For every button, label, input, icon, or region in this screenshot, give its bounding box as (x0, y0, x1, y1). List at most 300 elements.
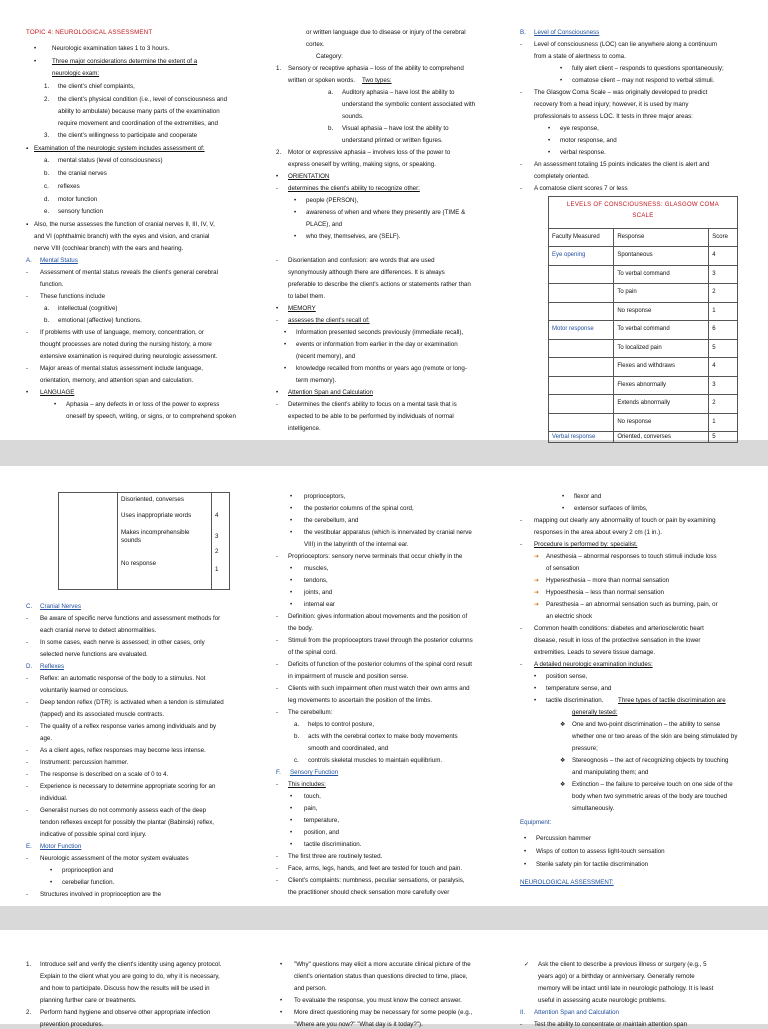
text-line: temperature sense, and (546, 685, 612, 692)
text-line: express oneself by writing, making signs, or speaking. (288, 161, 436, 168)
bullet-dot: • (294, 209, 297, 216)
section-letter: F. (276, 769, 281, 776)
text-line: (recent memory), and (296, 353, 356, 360)
text-line: Auditory aphasia – have lost the ability to (342, 89, 455, 96)
bullet-dot: • (524, 861, 527, 868)
bullet-dot: • (560, 65, 563, 72)
gcs-faculty-cell (549, 284, 614, 302)
text-line: One and two-point discrimination – the ability to sense (572, 721, 721, 728)
text-line: A comatose client scores 7 or less (534, 185, 628, 192)
text-line: planning further care or treatments. (40, 997, 137, 1004)
bullet-dot: • (548, 137, 551, 144)
gcs-table-row (548, 340, 738, 359)
check-icon: ✓ (524, 961, 530, 968)
text-line: from a state of alertness to coma. (534, 53, 626, 60)
dash-marker: - (26, 759, 29, 766)
bullet-dot: • (290, 493, 293, 500)
text-line: verbal response. (560, 149, 606, 156)
gcs-response-cell: To verbal command (614, 321, 709, 339)
gcs-response-cell: Oriented, converses (614, 432, 709, 442)
subsection-heading: ORIENTATION (288, 173, 330, 180)
dash-marker: - (276, 661, 279, 668)
text-line: Category: (316, 53, 343, 60)
table-cell: Uses inappropriate words (121, 512, 192, 519)
dash-marker: - (26, 269, 29, 276)
list-number: 1. (44, 83, 50, 90)
text-line: "Why" questions may elicit a more accurate clinical picture of the (294, 961, 471, 968)
dash-marker: - (520, 161, 523, 168)
dash-marker: - (26, 675, 29, 682)
text-line: "Where are you now?" "What day is it today?"). (294, 1021, 423, 1028)
table-cell: 3 2 (215, 533, 219, 555)
diamond-bullet-icon: ❖ (560, 721, 566, 728)
bullet-dot: • (290, 817, 293, 824)
dash-marker: - (276, 401, 279, 408)
text-line: Disorientation and confusion: are words that are used (288, 257, 435, 264)
arrow-bullet-icon: ➜ (534, 577, 540, 584)
section-heading: Attention Span and Calculation (534, 1009, 619, 1016)
text-line: PLACE), and (306, 221, 343, 228)
bullet-dot: • (290, 601, 293, 608)
text-line: each cranial nerve to detect abnormalities. (40, 627, 157, 634)
text-line: term memory). (296, 377, 337, 384)
bullet-dot: • (294, 197, 297, 204)
text-line: generally tested: (572, 709, 618, 716)
section-heading: Cranial Nerves (40, 603, 81, 610)
list-letter: b. (44, 170, 50, 177)
list-letter: d. (44, 196, 50, 203)
text-line: recovery from a head injury; however, it is used by many (534, 101, 689, 108)
text-line: voluntarily learned or conscious. (40, 687, 129, 694)
gcs-response-cell: No response (614, 414, 709, 432)
text-line: Visual aphasia – have lost the ability to (342, 125, 449, 132)
text-line: extremities. Leads to severe tissue damage. (534, 649, 656, 656)
diamond-bullet-icon: ❖ (560, 781, 566, 788)
dash-marker: - (276, 685, 279, 692)
gcs-score-cell: 3 (712, 270, 716, 277)
gcs-table-row (548, 395, 738, 414)
gcs-faculty-cell (549, 377, 614, 395)
text-line: muscles, (304, 565, 329, 572)
gcs-table-row (548, 303, 738, 322)
text-line: professionals to assess LOC. It tests in three major areas: (534, 113, 693, 120)
dash-marker: - (26, 747, 29, 754)
bullet-dot: • (290, 505, 293, 512)
text-line: expected to be able to be performed by individuals of normal (288, 413, 454, 420)
bullet-dot: • (280, 1009, 283, 1016)
text-line: and VI (ophthalmic branch) with the eyes and vision, and cranial (34, 233, 210, 240)
text-line: To evaluate the response, you must know the correct answer. (294, 997, 462, 1004)
gcs-faculty-cell (549, 358, 614, 376)
text-line: Level of consciousness (LOC) can lie anywhere along a continuum (534, 41, 717, 48)
text-line: Ask the client to describe a previous illness or surgery (e.g., 5 (538, 961, 707, 968)
text-line: and person. (294, 985, 327, 992)
text-line: the cerebellum, and (304, 517, 359, 524)
text-line: cerebellar function. (62, 879, 115, 886)
topic-title: TOPIC 4: NEUROLOGICAL ASSESSMENT (26, 29, 153, 36)
gcs-faculty-cell (549, 340, 614, 358)
bullet-dot: • (34, 58, 37, 65)
table-divider (117, 493, 118, 589)
dash-marker: - (520, 41, 523, 48)
dash-marker: - (520, 89, 523, 96)
gcs-score-cell: 1 (712, 418, 716, 425)
text-line: written or spoken words. (288, 77, 356, 84)
dash-marker: - (26, 771, 29, 778)
text-line: Client's complaints: numbness, peculiar sensations, or paralysis, (288, 877, 465, 884)
bullet-dot: • (290, 841, 293, 848)
dash-marker: - (276, 257, 279, 264)
text-line: If problems with use of language, memory, concentration, or (40, 329, 204, 336)
text-line: of the spinal cord. (288, 649, 337, 656)
bullet-dot: • (560, 77, 563, 84)
gcs-score-cell: 2 (712, 289, 716, 295)
text-line: years ago) or a birthday or anniversary. Generally remote (538, 973, 695, 980)
text-line: temperature, (304, 817, 340, 824)
section-heading: Motor Function (40, 843, 82, 850)
gcs-faculty-cell (549, 395, 614, 413)
text-line: intellectual (cognitive) (58, 305, 118, 312)
text-line: (tapped) and its associated muscle contracts. (40, 711, 165, 718)
text-line: the vestibular apparatus (which is innervated by cranial nerve (304, 529, 472, 536)
list-number: 1. (276, 65, 282, 72)
text-line: eye response, (560, 125, 599, 132)
dash-marker: - (26, 891, 29, 898)
text-line: the client's chief complaints, (58, 83, 135, 90)
section-heading: Level of Consciousness (534, 29, 600, 36)
gcs-response-cell: Flexes abnormally (614, 377, 709, 395)
text-line: selected nerve functions are evaluated. (40, 651, 148, 658)
dash-marker: - (276, 553, 279, 560)
section-heading: Mental Status (40, 257, 78, 264)
dash-marker: - (276, 185, 279, 192)
text-line: knowledge recalled from months or years ago (remote or long- (296, 365, 467, 372)
text-line: of sensation (546, 565, 580, 572)
gcs-score-cell: 6 (712, 326, 716, 332)
gcs-score-cell: 1 (712, 307, 716, 314)
dash-marker: - (276, 853, 279, 860)
text-line: flexor and (574, 493, 602, 500)
text-line: The first three are routinely tested. (288, 853, 383, 860)
bullet-dot: • (284, 341, 287, 348)
text-line: sensory function (58, 208, 104, 215)
list-number: 2. (26, 1009, 32, 1016)
text-line: pressure; (572, 745, 598, 752)
bullet-dot: • (290, 517, 293, 524)
gcs-table-row (548, 266, 738, 285)
text-line: motor function (58, 196, 98, 203)
text-line: The quality of a reflex response varies among individuals and by (40, 723, 217, 730)
text-line: Instrument: percussion hammer. (40, 759, 129, 766)
text-line: and manipulating them; and (572, 769, 649, 776)
dash-marker: - (26, 615, 29, 622)
bullet-dot: • (280, 961, 283, 968)
text-line: Paresthesia – an abnormal sensation such as burning, pain, or (546, 601, 718, 608)
dash-marker: - (276, 317, 279, 324)
list-letter: c. (44, 183, 49, 190)
text-line: and how to participate. Discuss how the results will be used in (40, 985, 210, 992)
gcs-score-cell: 5 (712, 344, 716, 351)
list-letter: b. (294, 733, 300, 740)
bullet-dot: • (534, 673, 537, 680)
bullet-dot: • (524, 835, 527, 842)
list-letter: a. (328, 89, 334, 96)
text-line: Percussion hammer (536, 835, 592, 842)
list-letter: c. (294, 757, 299, 764)
text-line: responses in the area about every 2 cm (1 in.). (534, 529, 662, 536)
text-line: Common health conditions: diabetes and arteriosclerotic heart (534, 625, 704, 632)
diamond-bullet-icon: ❖ (560, 757, 566, 764)
list-letter: a. (44, 305, 50, 312)
text-line: individual. (40, 795, 68, 802)
text-line: touch, (304, 793, 321, 800)
bullet-dot: • (534, 685, 537, 692)
text-line: Structures involved in proprioception are the (40, 891, 162, 898)
text-line: in impairment of muscle and position sense. (288, 673, 409, 680)
text-line: useful in assessing acute neurologic problems. (538, 997, 667, 1004)
gcs-score-cell: 4 (712, 363, 716, 369)
text-line: preferable to describe the client's actions or statements rather than (288, 281, 471, 288)
arrow-bullet-icon: ➜ (534, 553, 540, 560)
bullet-dot: • (54, 401, 57, 408)
text-line: position sense, (546, 673, 588, 680)
gcs-response-cell: No response (614, 303, 709, 321)
text-line: client's orientation status than questions directed to time, place, (294, 973, 468, 980)
gcs-table (548, 196, 738, 443)
text-line: disease, result in loss of the protective sensation in the lower (534, 637, 701, 644)
gcs-faculty-cell: Verbal response (549, 432, 614, 442)
gcs-continuation-table (58, 492, 230, 590)
text-line: cortex. (306, 41, 325, 48)
text-line: function. (40, 281, 64, 288)
section-heading: Sensory Function (290, 769, 339, 776)
text-line: age. (40, 735, 53, 742)
text-line: people (PERSON), (306, 197, 359, 204)
dash-marker: - (276, 637, 279, 644)
text-line: Face, arms, legs, hands, and feet are tested for touch and pain. (288, 865, 463, 872)
bullet-dot: • (548, 125, 551, 132)
text-line: reflexes (58, 183, 80, 190)
text-line: Aphasia – any defects in or loss of the power to express (66, 401, 220, 408)
text-line: Experience is necessary to determine appropriate scoring for an (40, 783, 216, 790)
dash-marker: - (26, 783, 29, 790)
text-line: the cranial nerves (58, 170, 107, 177)
text-line: synonymously although there are differences. It is always (288, 269, 445, 276)
text-line: An assessment totaling 15 points indicates the client is alert and (534, 161, 710, 168)
page-1 (0, 0, 768, 440)
text-line: Hypoesthesia – less than normal sensation (546, 589, 664, 596)
dash-marker: - (520, 625, 523, 632)
section-heading: Reflexes (40, 663, 65, 670)
bullet-square: ▪ (26, 221, 29, 228)
gcs-response-cell: Flexes and withdraws (614, 358, 709, 376)
text-line: A detailed neurologic examination includes: (534, 661, 653, 668)
text-line: This includes: (288, 781, 326, 788)
dash-marker: - (276, 865, 279, 872)
text-line: Three major considerations determine the extent of a (52, 58, 198, 65)
gcs-score-cell: 5 (712, 434, 716, 440)
text-line: memory will be intact until late in neurologic pathology. It is least (538, 985, 714, 992)
text-line: Deep tendon reflex (DTR): is activated when a tendon is stimulated (40, 699, 224, 706)
dash-marker: - (520, 185, 523, 192)
text-line: Anesthesia – abnormal responses to touch stimuli include loss (546, 553, 717, 560)
text-line: Definition: gives information about movements and the position of (288, 613, 468, 620)
text-line: Neurologic examination takes 1 to 3 hours. (52, 45, 170, 52)
bullet-dot: • (280, 997, 283, 1004)
text-line: extensive examination is required during neurologic assessment. (40, 353, 218, 360)
text-line: VIII) in the labyrinth of the internal ear. (304, 541, 409, 548)
dash-marker: - (520, 1021, 523, 1028)
text-line: motor response, and (560, 137, 617, 144)
text-line: or written language due to disease or injury of the cerebral (306, 29, 466, 36)
text-line: Two types: (362, 77, 392, 84)
bullet-dot: • (276, 173, 279, 180)
table-divider (211, 493, 212, 589)
gcs-table-row (548, 414, 738, 433)
text-line: understand the symbolic content associated with (342, 101, 476, 108)
gcs-header-cell: Response (614, 229, 709, 246)
text-line: Stimuli from the proprioceptors travel through the posterior columns (288, 637, 473, 644)
arrow-bullet-icon: ➜ (534, 601, 540, 608)
table-cell: Disoriented, converses (121, 496, 184, 503)
text-line: internal ear (304, 601, 335, 608)
bullet-dot: • (524, 848, 527, 855)
bullet-dot: • (284, 329, 287, 336)
text-line: Reflex: an automatic response of the body to a stimulus. Not (40, 675, 206, 682)
text-line: simultaneously. (572, 805, 615, 812)
arrow-bullet-icon: ➜ (534, 589, 540, 596)
dash-marker: - (26, 639, 29, 646)
dash-marker: - (520, 661, 523, 668)
text-line: Stereognosis – the act of recognizing objects by touching (572, 757, 729, 764)
list-letter: b. (44, 317, 50, 324)
text-line: who they, themselves, are (SELF). (306, 233, 401, 240)
text-line: the body. (288, 625, 313, 632)
bullet-dot: • (562, 505, 565, 512)
text-line: Motor or expressive aphasia – involves loss of the power to (288, 149, 451, 156)
list-letter: a. (294, 721, 300, 728)
text-line: smooth and coordinated, and (308, 745, 389, 752)
text-line: Extinction – the failure to perceive touch on one side of the (572, 781, 733, 788)
gcs-score-cell: 4 (712, 252, 716, 258)
text-line: More direct questioning may be necessary for some people (e.g., (294, 1009, 473, 1016)
gcs-header-row (548, 228, 738, 247)
text-line: Three types of tactile discrimination are (618, 697, 726, 704)
text-line: intelligence. (288, 425, 321, 432)
table-cell: No response (121, 560, 157, 567)
gcs-response-cell: To verbal command (614, 266, 709, 284)
bullet-dot: • (290, 793, 293, 800)
text-line: Be aware of specific nerve functions and assessment methods for (40, 615, 221, 622)
text-line: the posterior columns of the spinal cord, (304, 505, 414, 512)
text-line: extensor surfaces of limbs, (574, 505, 648, 512)
gcs-header-cell: Faculty Measured (549, 229, 614, 246)
gcs-title-line-1: LEVELS OF CONSCIOUSNESS: GLASGOW COMA (566, 202, 720, 208)
text-line: The Glasgow Coma Scale – was originally developed to predict (534, 89, 708, 96)
dash-marker: - (26, 293, 29, 300)
gcs-faculty-cell (549, 266, 614, 284)
text-line: the practitioner should check sensation more carefully over (288, 889, 450, 896)
text-line: Major areas of mental status assessment include language, (40, 365, 204, 372)
text-line: events or information from earlier in the day or examination (296, 341, 458, 348)
text-line: awareness of when and where they presently are (TIME & (306, 209, 466, 216)
text-line: helps to control posture, (308, 721, 375, 728)
section-letter: E. (26, 843, 32, 850)
gcs-faculty-cell: Motor response (549, 321, 614, 339)
gcs-faculty-cell: Eye opening (549, 247, 614, 265)
text-line: Generalist nurses do not commonly assess each of the deep (40, 807, 207, 814)
bullet-dot: • (26, 389, 29, 396)
bullet-dot: • (290, 829, 293, 836)
text-line: controls skeletal muscles to maintain equilibrium. (308, 757, 443, 764)
table-cell: 4 (215, 512, 219, 519)
gcs-faculty-cell (549, 414, 614, 432)
text-line: Also, the nurse assesses the function of cranial nerves II, III, IV, V, (34, 221, 215, 228)
dash-marker: - (26, 855, 29, 862)
text-line: completely oriented. (534, 173, 590, 180)
text-line: indicative of possible spinal cord injury. (40, 831, 147, 838)
text-line: emotional (affective) functions. (58, 317, 142, 324)
text-line: the client's physical condition (i.e., level of consciousness and (58, 96, 228, 103)
text-line: tendon reflexes except for possibly the plantar (Babinski) reflex, (40, 819, 215, 826)
dash-marker: - (276, 781, 279, 788)
text-line: As a client ages, reflex responses may become less intense. (40, 747, 206, 754)
dash-marker: - (276, 877, 279, 884)
text-line: position, and (304, 829, 340, 836)
text-line: neurologic exam: (52, 70, 100, 77)
gcs-score-cell: 3 (712, 381, 716, 388)
text-line: Assessment of mental status reveals the client's general cerebral (40, 269, 218, 276)
bullet-dot: • (276, 389, 279, 396)
text-line: sounds. (342, 113, 364, 120)
text-line: mental status (level of consciousness) (58, 157, 163, 164)
list-number: 2. (44, 96, 50, 103)
section-letter: D. (26, 663, 33, 670)
list-letter: e. (44, 208, 50, 215)
gcs-title-line-2: SCALE (632, 213, 654, 219)
gcs-table-row (548, 321, 738, 340)
gcs-table-row (548, 284, 738, 303)
text-line: Test the ability to concentrate or maintain attention span (534, 1021, 688, 1028)
text-line: Hyperesthesia – more than normal sensation (546, 577, 670, 584)
text-line: the client's willingness to participate and cooperate (58, 132, 198, 139)
section-letter: A. (26, 257, 32, 264)
text-line: comatose client – may not respond to verbal stimuli. (572, 77, 715, 84)
text-line: orientation, memory, and attention span and calculation. (40, 377, 194, 384)
text-line: whether one or two areas of the skin are being stimulated by (572, 733, 738, 740)
list-letter: b. (328, 125, 334, 132)
bullet-dot: • (290, 529, 293, 536)
list-number: 2. (276, 149, 282, 156)
text-line: prevention procedures. (40, 1021, 104, 1028)
text-line: Procedure is performed by: specialist. (534, 541, 638, 548)
text-line: Determines the client's ability to focus on a mental task that is (288, 401, 457, 408)
table-cell: 1 (215, 566, 219, 573)
gcs-response-cell: To localized pain (614, 340, 709, 358)
bullet-dot: • (290, 565, 293, 572)
text-line: understand printed or written figures. (342, 137, 443, 144)
section-numeral: II. (520, 1009, 526, 1016)
text-line: The cerebellum: (288, 709, 333, 716)
text-line: to label them. (288, 293, 326, 300)
text-line: Wisps of cotton to assess light-touch sensation (536, 848, 665, 855)
bullet-dot: • (276, 305, 279, 312)
dash-marker: - (26, 329, 29, 336)
text-line: mapping out clearly any abnormality of touch or pain by examining (534, 517, 716, 524)
equipment-heading: Equipment: (520, 819, 552, 826)
dash-marker: - (26, 365, 29, 372)
text-line: Perform hand hygiene and observe other appropriate infection (40, 1009, 211, 1016)
